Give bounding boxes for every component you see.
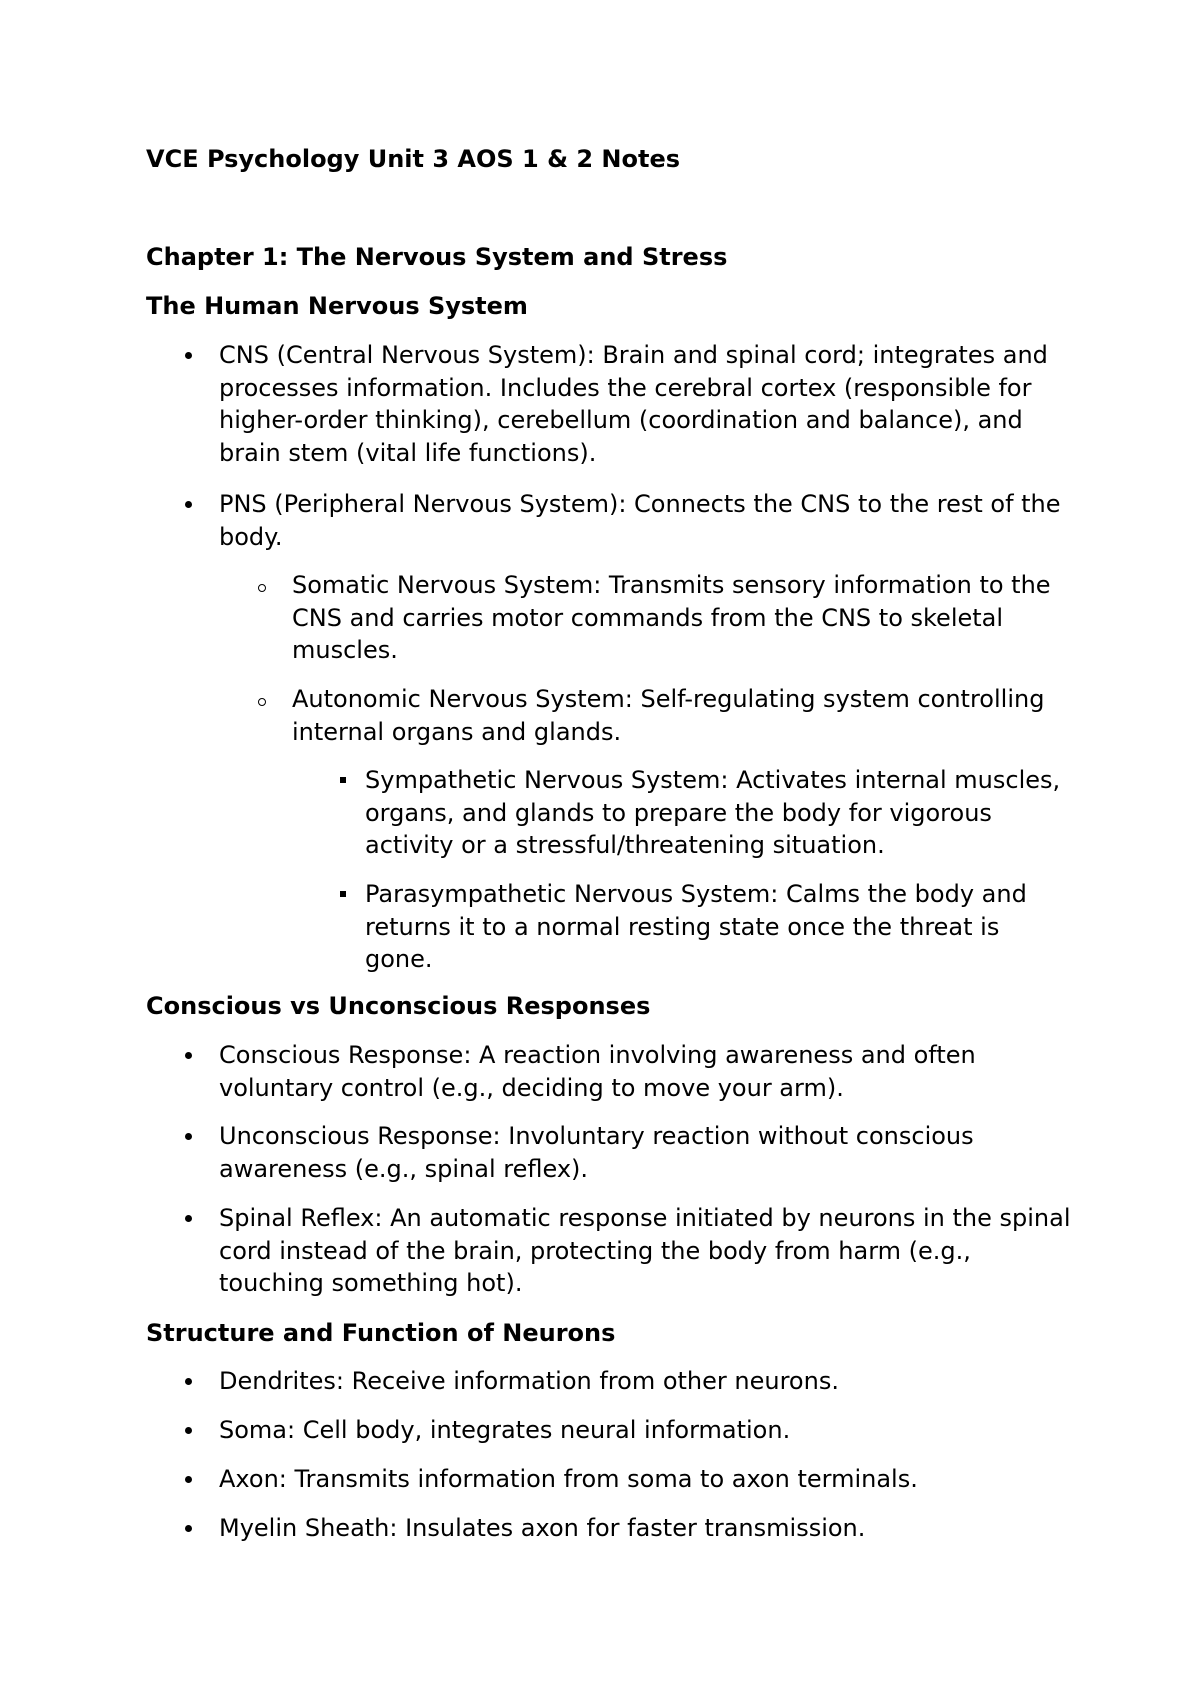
list-item-text: Axon: Transmits information from soma to axon terminals. bbox=[219, 1465, 918, 1493]
list-item bbox=[219, 1512, 1079, 1545]
list-item bbox=[219, 1120, 1079, 1185]
section-heading: Conscious vs Unconscious Responses bbox=[146, 992, 651, 1020]
list-item-text: Unconscious Response: Involuntary reaction without conscious awareness (e.g., spinal reflex). bbox=[219, 1122, 974, 1183]
list-item-text: Parasympathetic Nervous System: Calms the body and returns it to a normal resting state once the threat is gone. bbox=[365, 880, 1027, 973]
document-title: VCE Psychology Unit 3 AOS 1 & 2 Notes bbox=[146, 145, 681, 173]
list-item bbox=[219, 1463, 1079, 1496]
bullet-disc-icon bbox=[185, 1476, 192, 1483]
list-item bbox=[292, 569, 1082, 667]
list-item bbox=[219, 1414, 1079, 1447]
list-item-text: Dendrites: Receive information from other neurons. bbox=[219, 1367, 839, 1395]
list-item-text: Conscious Response: A reaction involving awareness and often voluntary control (e.g., deciding to move your arm). bbox=[219, 1041, 976, 1102]
chapter-heading: Chapter 1: The Nervous System and Stress bbox=[146, 243, 728, 271]
list-item-text: PNS (Peripheral Nervous System): Connects the CNS to the rest of the body. bbox=[219, 490, 1061, 551]
list-item bbox=[219, 488, 1079, 553]
list-item bbox=[219, 1039, 1079, 1104]
list-item bbox=[219, 1202, 1079, 1300]
list-item bbox=[219, 339, 1079, 469]
bullet-disc-icon bbox=[185, 1427, 192, 1434]
bullet-square-icon bbox=[340, 891, 346, 897]
list-item-text: Spinal Reflex: An automatic response initiated by neurons in the spinal cord instead of the brain, protecting the body from harm (e.g., touching something hot). bbox=[219, 1204, 1071, 1297]
bullet-disc-icon bbox=[185, 501, 192, 508]
list-item-text: Autonomic Nervous System: Self-regulating system controlling internal organs and glands. bbox=[292, 685, 1045, 746]
list-item bbox=[365, 764, 1065, 862]
list-item-text: Myelin Sheath: Insulates axon for faster transmission. bbox=[219, 1514, 866, 1542]
bullet-disc-icon bbox=[185, 1378, 192, 1385]
bullet-disc-icon bbox=[185, 1052, 192, 1059]
bullet-square-icon bbox=[340, 777, 346, 783]
bullet-disc-icon bbox=[185, 1525, 192, 1532]
section-heading: Structure and Function of Neurons bbox=[146, 1319, 616, 1347]
bullet-circle-icon bbox=[258, 584, 266, 592]
list-item bbox=[219, 1365, 1079, 1398]
list-item bbox=[365, 878, 1065, 976]
list-item-text: Somatic Nervous System: Transmits sensory information to the CNS and carries motor commands from the CNS to skeletal muscles. bbox=[292, 571, 1051, 664]
bullet-disc-icon bbox=[185, 352, 192, 359]
section-heading: The Human Nervous System bbox=[146, 292, 528, 320]
bullet-disc-icon bbox=[185, 1133, 192, 1140]
bullet-circle-icon bbox=[258, 698, 266, 706]
bullet-disc-icon bbox=[185, 1215, 192, 1222]
list-item-text: CNS (Central Nervous System): Brain and spinal cord; integrates and processes information. Includes the cerebral cortex (responsible for higher-order thinking), cerebellum (coordination and balance), and brain stem (vital life functions). bbox=[219, 341, 1048, 467]
list-item-text: Sympathetic Nervous System: Activates internal muscles, organs, and glands to prepare the body for vigorous activity or a stressful/threatening situation. bbox=[365, 766, 1061, 859]
list-item-text: Soma: Cell body, integrates neural information. bbox=[219, 1416, 791, 1444]
list-item bbox=[292, 683, 1082, 748]
